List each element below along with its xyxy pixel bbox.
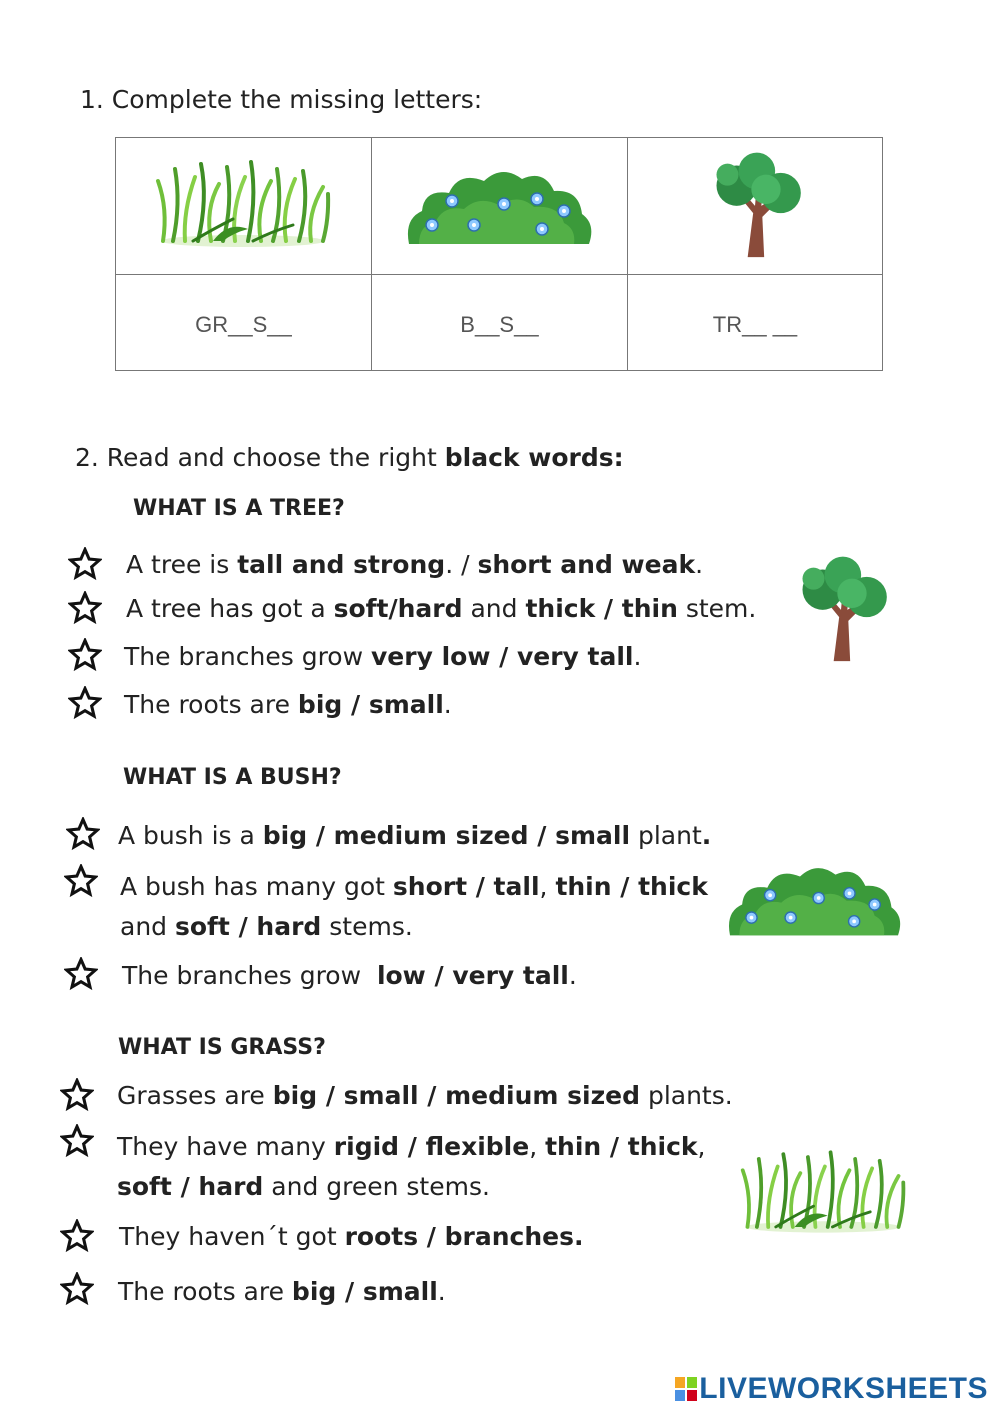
tree-heading: WHAT IS A TREE? xyxy=(133,496,345,521)
star-outline-icon xyxy=(68,591,102,625)
liveworksheets-footer[interactable] xyxy=(675,1372,988,1406)
grass-image xyxy=(738,1148,908,1236)
tree-cell xyxy=(627,138,882,275)
grass-cell xyxy=(116,138,372,275)
word-blank-tree[interactable]: TR__ __ xyxy=(627,275,882,371)
word-blank-grass[interactable]: GR__S__ xyxy=(116,275,372,371)
star-outline-icon xyxy=(60,1219,94,1253)
liveworksheets-logo-icon xyxy=(675,1377,697,1401)
missing-letters-table xyxy=(115,137,883,371)
star-outline-icon xyxy=(66,817,100,851)
question-1-title: 1. Complete the missing letters: xyxy=(80,85,483,114)
bush-cell xyxy=(371,138,627,275)
star-outline-icon xyxy=(68,686,102,720)
bush-image xyxy=(404,159,594,249)
tree-image xyxy=(782,553,900,663)
grass-line-2b[interactable]: soft / hard and green stems. xyxy=(117,1172,490,1201)
grass-line-1[interactable]: Grasses are big / small / medium sized plants. xyxy=(117,1081,733,1110)
question-2-bold: black words: xyxy=(444,443,624,472)
bush-line-1[interactable]: A bush is a big / medium sized / small plant. xyxy=(118,821,712,850)
star-outline-icon xyxy=(60,1124,94,1158)
bush-heading: WHAT IS A BUSH? xyxy=(123,765,342,790)
bush-line-3[interactable]: The branches grow low / very tall. xyxy=(122,961,577,990)
grass-heading: WHAT IS GRASS? xyxy=(118,1035,326,1060)
star-outline-icon xyxy=(64,957,98,991)
word-blank-bush[interactable]: B__S__ xyxy=(371,275,627,371)
tree-line-1[interactable]: A tree is tall and strong. / short and weak. xyxy=(126,550,704,579)
bush-line-2a[interactable]: A bush has many got short / tall, thin / thick xyxy=(120,872,708,901)
grass-line-3[interactable]: They haven´t got roots / branches. xyxy=(119,1222,584,1251)
star-outline-icon xyxy=(68,547,102,581)
bush-image xyxy=(722,856,906,940)
bush-line-2b[interactable]: and soft / hard stems. xyxy=(120,912,413,941)
question-2-text: 2. Read and choose the right xyxy=(75,443,445,472)
liveworksheets-brand: LIVEWORKSHEETS xyxy=(699,1372,988,1405)
tree-line-3[interactable]: The branches grow very low / very tall. xyxy=(124,642,642,671)
tree-image xyxy=(695,149,815,259)
grass-line-2a[interactable]: They have many rigid / flexible, thin / thick, xyxy=(117,1132,706,1161)
grass-line-4[interactable]: The roots are big / small. xyxy=(118,1277,446,1306)
grass-image xyxy=(153,159,333,249)
tree-line-4[interactable]: The roots are big / small. xyxy=(124,690,452,719)
question-2-title xyxy=(75,443,624,472)
star-outline-icon xyxy=(60,1272,94,1306)
tree-line-2[interactable]: A tree has got a soft/hard and thick / thin stem. xyxy=(126,594,757,623)
star-outline-icon xyxy=(60,1078,94,1112)
star-outline-icon xyxy=(68,638,102,672)
star-outline-icon xyxy=(64,864,98,898)
